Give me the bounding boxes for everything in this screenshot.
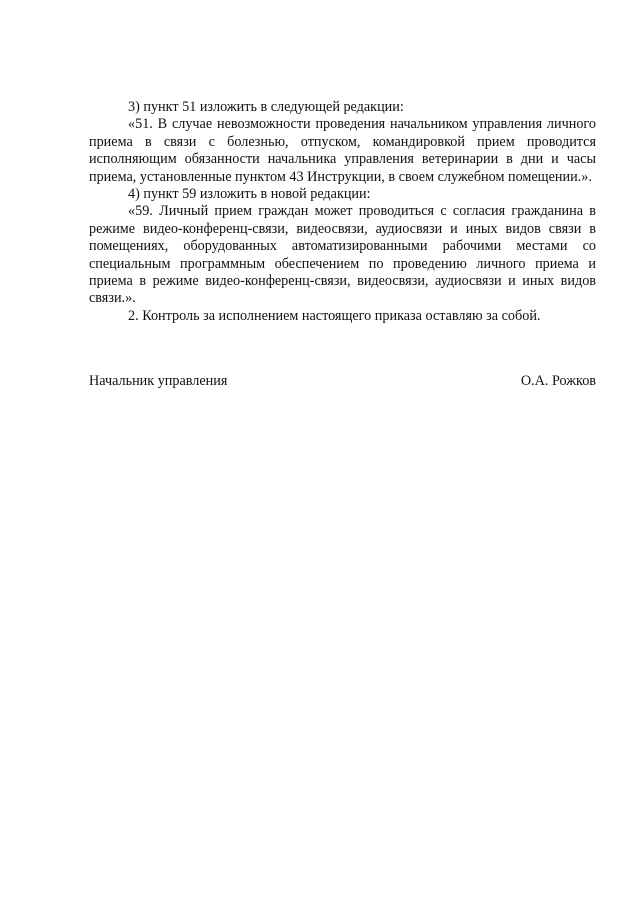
signature-block — [89, 373, 596, 390]
paragraph-item-3: 3) пункт 51 изложить в следующей редакции: — [128, 99, 404, 115]
paragraph-control: 2. Контроль за исполнением настоящего приказа оставляю за собой. — [128, 307, 541, 324]
signatory-name: О.А. Рожков — [520, 373, 596, 389]
document-body — [89, 99, 596, 325]
signatory-position: Начальник управления — [89, 373, 228, 389]
paragraph-point-51: «51. В случае невозможности проведения начальником управления личного приема в связи с болезнью, отпуском, командировкой прием проводится исполняющим обязанности начальника управления ветеринарии в дни и часы приема, установленные пунктом 43 Инструкции, в своем служебном помещении.». — [89, 116, 596, 185]
paragraph-point-59: «59. Личный прием граждан может проводиться с согласия гражданина в режиме видео-конференц-связи, видеосвязи, аудиосвязи и иных видов связи в помещениях, оборудованных автоматизированными рабочими местами со специальным программным обеспечением по проведению личного приема и приема в режиме видео-конференц-связи, видеосвязи, аудиосвязи и иных видов связи.». — [89, 203, 596, 307]
paragraph-item-4: 4) пункт 59 изложить в новой редакции: — [128, 186, 371, 203]
